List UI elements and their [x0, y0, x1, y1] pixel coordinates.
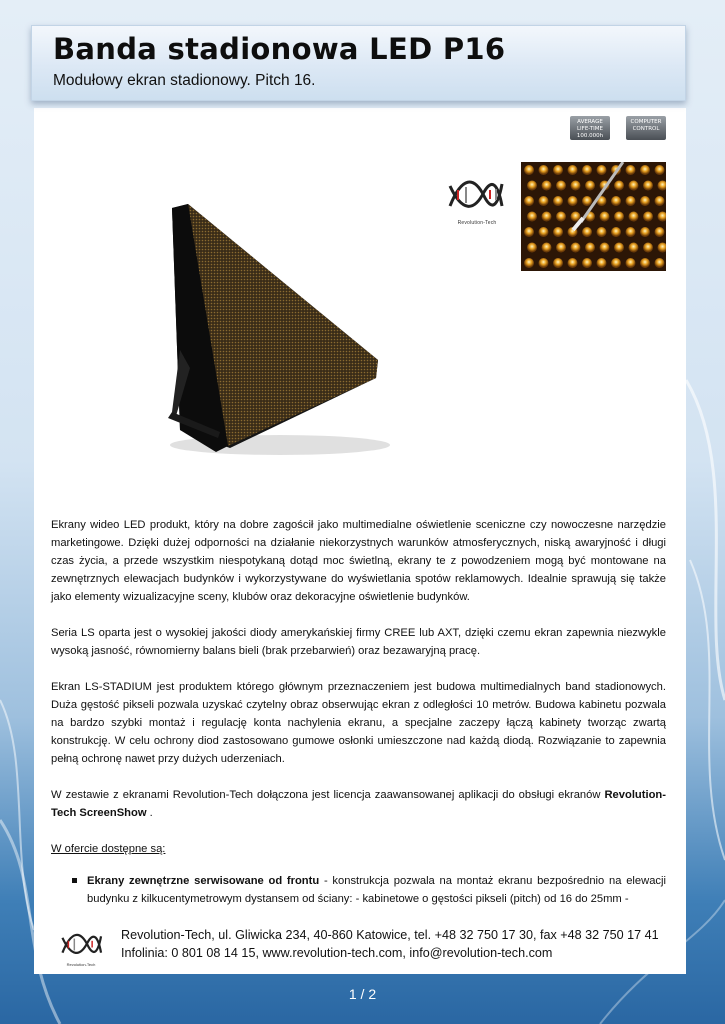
led-dot	[542, 181, 552, 191]
led-dot	[539, 227, 549, 237]
led-dot	[614, 243, 624, 253]
lifetime-badge	[570, 116, 610, 140]
led-dot	[629, 243, 639, 253]
led-dot	[539, 165, 549, 175]
led-dot	[556, 181, 566, 191]
led-dot	[626, 196, 636, 206]
lifetime-badge-line3: 100.000h	[576, 133, 604, 139]
led-dot	[582, 196, 592, 206]
led-dot	[611, 227, 621, 237]
led-dot	[655, 227, 665, 237]
led-dot	[640, 196, 650, 206]
product-description	[51, 516, 666, 908]
list-item	[51, 872, 666, 908]
led-dot	[655, 196, 665, 206]
led-dot	[655, 258, 665, 268]
paragraph-ls-stadium: Ekran LS-STADIUM jest produktem którego głównym przeznaczeniem jest budowa multimedialnych band stadionowych. Duża gęstość pikseli pozwala uzyskać czytelny obraz obserwując ekran z odległości 10 metrów. Budowa kabinetu pozwala na bardzo szybki montaż i regulację konta nachylenia ekranu, a specjalne zaczepy łączą kabinety tworząc zwartą konstrukcję. W celu ochrony diod zastosowano gumowe osłonki umieszczone nad każdą diodą. Rozwiązanie to zapewnia pełną ochronę nawet przy dużych uderzeniach.	[51, 681, 666, 765]
led-dot	[629, 181, 639, 191]
led-dot	[643, 243, 653, 253]
led-dot	[568, 165, 578, 175]
led-dot	[553, 227, 563, 237]
footer-brand-text: Revolution-Tech	[66, 962, 96, 967]
bullet-text: - konstrukcja pozwala na montaż ekranu bezpośrednio na elewacji budynku z kilkucentymetrowym dystansem od ściany: - kabinetowe o gęstości pikseli (pitch) od 16 do 25mm -	[87, 875, 666, 905]
led-dot	[640, 258, 650, 268]
paragraph-intro: Ekrany wideo LED produkt, który na dobre zagościł jako multimedialne oświetlenie sceniczne czy nowoczesne narzędzie marketingowe. Dzięki dużej odporności na działanie niekorzystnych warunków atmosferycznych, niską awaryjność i długi czas życia, a przede wszystkim niespotykaną dotąd moc świetlną, ekrany te z powodzeniem mogą być montowane na zewnętrznych elewacjach budynków i wykorzystywane do wyświetlania spotów reklamowych. Idealnie sprawują się także jako elementy wizualizacyjne sceny, klubów oraz dekoracyjne oświetlenie budynków.	[51, 519, 666, 603]
led-dot	[571, 181, 581, 191]
led-dot	[553, 196, 563, 206]
software-name: Revolution-Tech ScreenShow	[51, 789, 666, 819]
led-dot	[640, 227, 650, 237]
software-text: W zestawie z ekranami Revolution-Tech dołączona jest licencja zaawansowanej aplikacji do obsługi ekranów	[51, 789, 601, 801]
led-dot	[542, 243, 552, 253]
led-dot	[600, 243, 610, 253]
led-dot	[527, 181, 537, 191]
led-dot	[553, 258, 563, 268]
computer-badge-line1: COMPUTER	[630, 119, 662, 125]
page-number: 1 / 2	[348, 986, 377, 1002]
led-dot	[524, 227, 534, 237]
led-dot	[553, 165, 563, 175]
led-dot	[539, 196, 549, 206]
led-dot	[582, 227, 592, 237]
led-dot	[597, 258, 607, 268]
software-end: .	[146, 807, 153, 819]
led-dot	[643, 212, 653, 222]
computer-badge-line2: CONTROL	[632, 126, 660, 132]
page-title: Banda stadionowa LED P16	[53, 32, 506, 66]
led-dot	[582, 165, 592, 175]
led-dot	[597, 227, 607, 237]
led-dot	[611, 196, 621, 206]
led-dot	[568, 258, 578, 268]
led-dot	[614, 212, 624, 222]
led-dot	[556, 212, 566, 222]
led-dot	[568, 196, 578, 206]
led-dot	[655, 165, 665, 175]
led-dot	[643, 181, 653, 191]
led-dot	[585, 243, 595, 253]
led-dot	[524, 196, 534, 206]
led-dot	[597, 165, 607, 175]
paragraph-software	[51, 786, 666, 822]
brand-logo-text: Revolution-Tech	[457, 220, 497, 226]
led-dot	[640, 165, 650, 175]
led-dot	[626, 165, 636, 175]
lifetime-badge-line1: AVERAGE	[577, 119, 603, 125]
led-dot	[614, 181, 624, 191]
computer-control-badge	[626, 116, 666, 140]
offer-heading: W ofercie dostępne są:	[51, 843, 166, 855]
led-dot	[626, 258, 636, 268]
led-dot	[585, 181, 595, 191]
led-dot	[527, 243, 537, 253]
led-dot	[582, 258, 592, 268]
bullet-title: Ekrany zewnętrzne serwisowane od frontu	[87, 875, 320, 887]
footer-contact	[121, 926, 659, 962]
led-dot	[524, 165, 534, 175]
led-dot	[629, 212, 639, 222]
led-dot	[571, 243, 581, 253]
footer-contact-line: Infolinia: 0 801 08 14 15, www.revolution-tech.com, info@revolution-tech.com	[121, 946, 553, 960]
led-dot	[524, 258, 534, 268]
led-dot	[626, 227, 636, 237]
led-panel-product-image	[150, 200, 390, 460]
dna-logo-icon	[444, 166, 506, 228]
lifetime-badge-line2: LIFE-TIME	[576, 126, 603, 132]
led-dot	[527, 212, 537, 222]
offer-list	[51, 872, 666, 908]
led-dot	[611, 258, 621, 268]
led-dot	[539, 258, 549, 268]
led-dot	[556, 243, 566, 253]
led-dot	[600, 212, 610, 222]
footer-address: Revolution-Tech, ul. Gliwicka 234, 40-860 Katowice, tel. +48 32 750 17 30, fax +48 32 750 17 41	[121, 928, 659, 942]
paragraph-series-ls: Seria LS oparta jest o wysokiej jakości diody amerykańskiej firmy CREE lub AXT, dzięki czemu ekran zapewnia niezwykle wysoką jasność, równomierny balans bieli (brak przebarwień) oraz bezawaryjną pracę.	[51, 627, 666, 657]
page-subtitle: Modułowy ekran stadionowy. Pitch 16.	[53, 72, 316, 89]
led-module-closeup-photo	[521, 162, 666, 271]
led-dot	[542, 212, 552, 222]
title-banner	[31, 25, 686, 101]
